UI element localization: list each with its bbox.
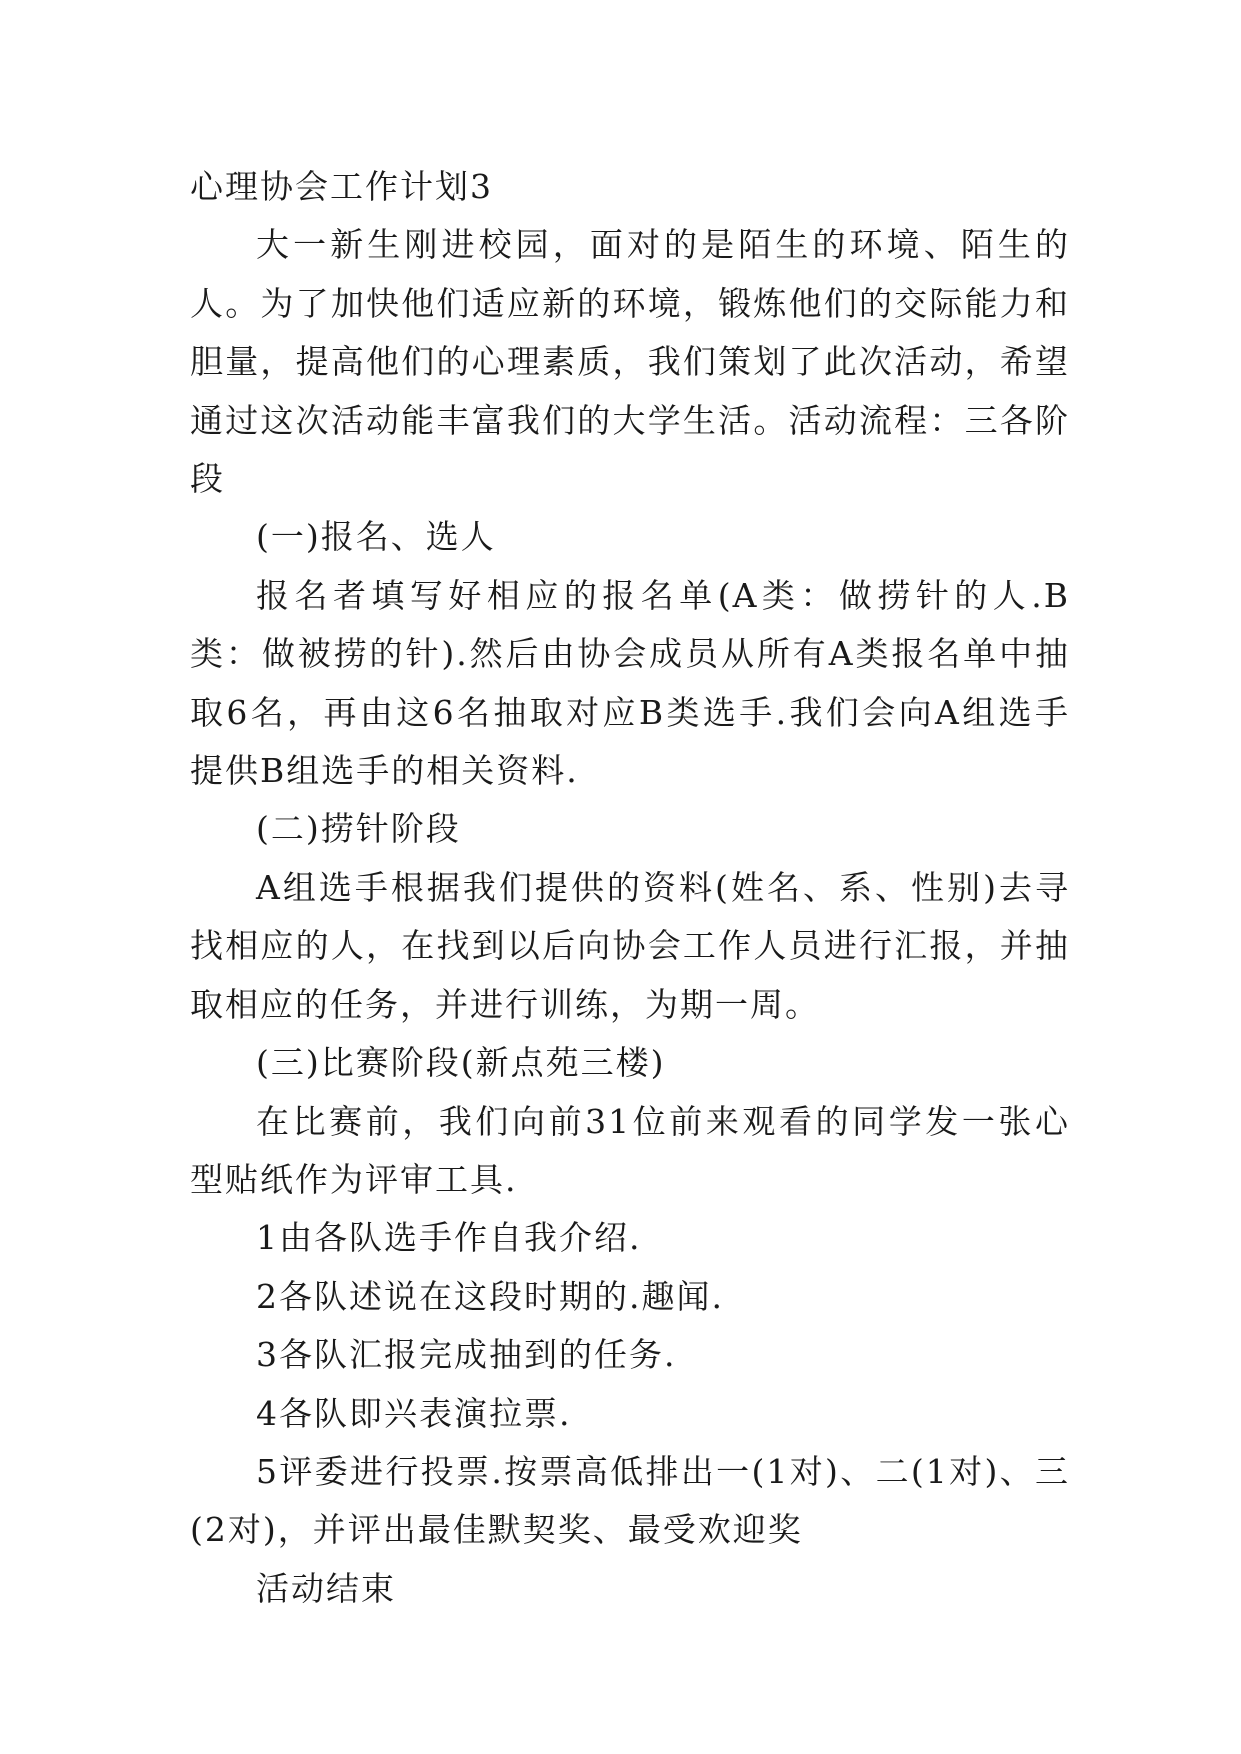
document-title: 心理协会工作计划3 [190, 167, 493, 206]
list-item-step-3: 3各队汇报完成抽到的任务. [256, 1335, 677, 1375]
document-body [190, 158, 1070, 1618]
list-item-step-2: 2各队述说在这段时期的.趣闻. [256, 1276, 724, 1316]
list-item-step-1: 1由各队选手作自我介绍. [256, 1218, 642, 1258]
paragraph-search: A组选手根据我们提供的资料(姓名、系、性别)去寻找相应的人，在找到以后向协会工作人员进行汇报，并抽取相应的任务，并进行训练，为期一周。 [190, 867, 1070, 1024]
section-heading-search: (二)捞针阶段 [256, 809, 461, 849]
paragraph-intro: 大一新生刚进校园，面对的是陌生的环境、陌生的人。为了加快他们适应新的环境，锻炼他们的交际能力和胆量，提高他们的心理素质，我们策划了此次活动，希望通过这次活动能丰富我们的大学生活。活动流程：三各阶段 [190, 225, 1070, 499]
paragraph-closing: 活动结束 [256, 1568, 396, 1608]
list-item-step-5: 5评委进行投票.按票高低排出一(1对)、二(1对)、三(2对)，并评出最佳默契奖、最受欢迎奖 [190, 1451, 1070, 1550]
paragraph-competition: 在比赛前，我们向前31位前来观看的同学发一张心型贴纸作为评审工具. [190, 1101, 1070, 1199]
section-heading-competition: (三)比赛阶段(新点苑三楼) [256, 1043, 666, 1083]
section-heading-signup: (一)报名、选人 [256, 517, 496, 557]
list-item-step-4: 4各队即兴表演拉票. [256, 1393, 572, 1433]
paragraph-signup: 报名者填写好相应的报名单(A类：做捞针的人.B类：做被捞的针).然后由协会成员从所有A类报名单中抽取6名，再由这6名抽取对应B类选手.我们会向A组选手提供B组选手的相关资料. [190, 575, 1070, 791]
